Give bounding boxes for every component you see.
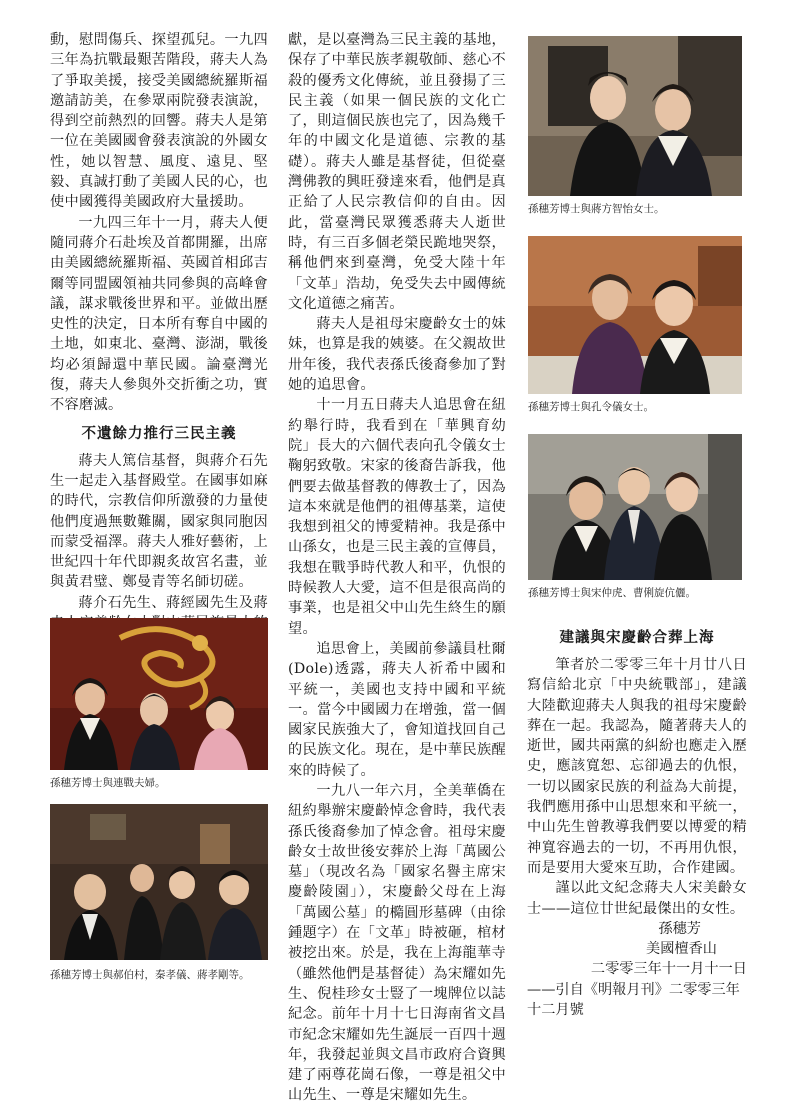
photo-caption: 孫穗芳博士與郝伯村，秦孝儀、蔣孝剛等。 — [50, 969, 250, 981]
body-paragraph: 一九八一年六月，全美華僑在紐約舉辦宋慶齡悼念會時，我代表孫氏後裔參加了悼念會。祖母宋慶齡女士故世後安葬於上海「萬國公墓」（現改名為「國家名譽主席宋慶齡陵園」），宋慶齡父母在上海「萬國公墓」的橢圓形墓碑（由徐鍾題字）在「文革」時被砸，棺材被挖出來。於是，我在上海龍華寺（雖然他們是基督徒）為宋耀如先生、倪桂珍女士豎了一塊牌位以誌紀念。前年十月十七日海南省文昌市紀念宋耀如先生誕辰一百四十週年，我發起並與文昌市政府合資興建了兩尊花崗石像，一尊是祖父中山先生、一尊是宋耀如先生。 — [288, 782, 506, 1104]
body-paragraph: 一九四三年十一月，蔣夫人便隨同蔣介石赴埃及首都開羅，出席由美國總統羅斯福、英國首相邱吉爾等同盟國領袖共同參與的高峰會議，謀求戰後世界和平。並做出歷史性的決定，日本所有奪自中國的土地，如東北、臺灣、澎湖，戰後均必須歸還中華民國。論臺灣光復，蔣夫人參與外交折衝之功，實不容磨滅。 — [50, 214, 268, 414]
body-paragraph: 獻，是以臺灣為三民主義的基地，保存了中華民族孝親敬師、慈心不殺的優秀文化傳統，並且發揚了三民主義（如果一個民族的文化亡了，則這個民族也完了，因為幾千年的中國文化是道德、宗教的基礎）。蔣夫人雖是基督徒，但從臺灣佛教的興旺發達來看，他們是真正給了人民宗教信仰的自由。因此，當臺灣民眾獲悉蔣夫人逝世時，有三百多個老榮民跪地哭祭，稱他們來到臺灣，免受大陸十年「文革」浩劫，免受失去中國傳統文化道德之痛苦。 — [288, 32, 506, 312]
photo-caption: 孫穗芳博士與孔令儀女士。 — [528, 401, 654, 413]
source-line: ——引自《明報月刊》二零零三年 — [527, 981, 740, 998]
body-paragraph: 十一月五日蔣夫人追思會在紐約舉行時，我看到在「華興育幼院」長大的六個代表向孔令儀女士鞠躬致敬。宋家的後裔告訴我，他們要去做基督教的傳教士了，因為這本來就是他們的祖傳基業，這使我想到祖父的博愛精神。我是孫中山孫女，也是三民主義的宣傳員，我想在戰爭時代教人和平，仇恨的時候教人大愛，這不但是很高尚的事業，也是祖父中山先生終生的願望。 — [288, 397, 506, 637]
photo-caption: 孫穗芳博士與宋仲虎、曹俐旋伉儷。 — [528, 587, 696, 599]
body-paragraph: 蔣介石先生、蔣經國先生及蔣 — [78, 594, 268, 611]
body-paragraph: 動，慰問傷兵、探望孤兒。一九四三年為抗戰最艱苦階段，蔣夫人為了爭取美援，接受美國總統羅斯福邀請訪美，在參眾兩院發表演說，得到空前熱烈的回響。蔣夫人是第一位在美國國會發表演說的外國女性，她以智慧、風度、遠見、堅毅、真誠打動了美國人民的心，也使中國獲得美國政府大量援助。 — [50, 32, 268, 211]
source-line: 十二月號 — [527, 1002, 584, 1019]
author-name: 孫穗芳 — [658, 920, 701, 937]
column-2 — [288, 30, 506, 1106]
body-paragraph: 追思會上，美國前參議員杜爾(Dole)透露，蔣夫人祈希中國和平統一，美國也支持中國和平統一。當今中國國力在增強，當一個國家民族強大了，會知道找回自己的民族文化。現在，是中華民族醒來的時候了。 — [288, 640, 506, 779]
photo-sun-and-kung — [528, 236, 742, 394]
body-paragraph: 蔣夫人是祖母宋慶齡女士的妹妹，也算是我的姨婆。在父親故世卅年後，我代表孫氏後裔參加了對她的追思會。 — [288, 316, 506, 394]
photo-caption: 孫穗芳博士與蔣方智怡女士。 — [528, 203, 665, 215]
author-location: 美國檀香山 — [646, 941, 717, 958]
column-3-text — [527, 626, 747, 1020]
body-paragraph: 筆者於二零零三年十月廿八日寫信給北京「中央統戰部」，建議大陸歡迎蔣夫人與我的祖母宋慶齡葬在一起。我認為，隨著蔣夫人的逝世，國共兩黨的糾紛也應走入歷史，應該寬恕、忘卻過去的仇恨，一切以國家民族的利益為大前提，我們應用孫中山思想來和平統一，中山先生曾教導我們要以博愛的精神寬容過去的一切，不再用仇恨，而是要用大愛來互助，合作建國。 — [527, 657, 747, 876]
body-paragraph: 謹以此文紀念蔣夫人宋美齡女士——這位廿世紀最傑出的女性。 — [527, 880, 747, 917]
section-heading: 不遺餘力推行三民主義 — [81, 425, 237, 442]
article-date: 二零零三年十一月十一日 — [590, 961, 747, 978]
section-heading: 建議與宋慶齡合葬上海 — [559, 630, 715, 646]
photo-sun-and-chiang — [528, 36, 742, 196]
photo-sun-and-hau-group — [50, 804, 268, 960]
body-paragraph: 蔣夫人篤信基督，與蔣介石先生一起走入基督殿堂。在國事如麻的時代，宗教信仰所激發的力量使他們度過無數難關，國家與同胞因而蒙受福澤。蔣夫人雅好藝術，上世紀四十年代即親炙故宮名畫，並與黃君璧、鄭曼青等名師切磋。 — [50, 452, 268, 591]
photo-sun-and-lien-couple — [50, 618, 268, 770]
photo-caption: 孫穗芳博士與連戰夫婦。 — [50, 777, 166, 789]
photo-sun-and-soong-couple — [528, 434, 742, 580]
column-1 — [50, 30, 268, 654]
